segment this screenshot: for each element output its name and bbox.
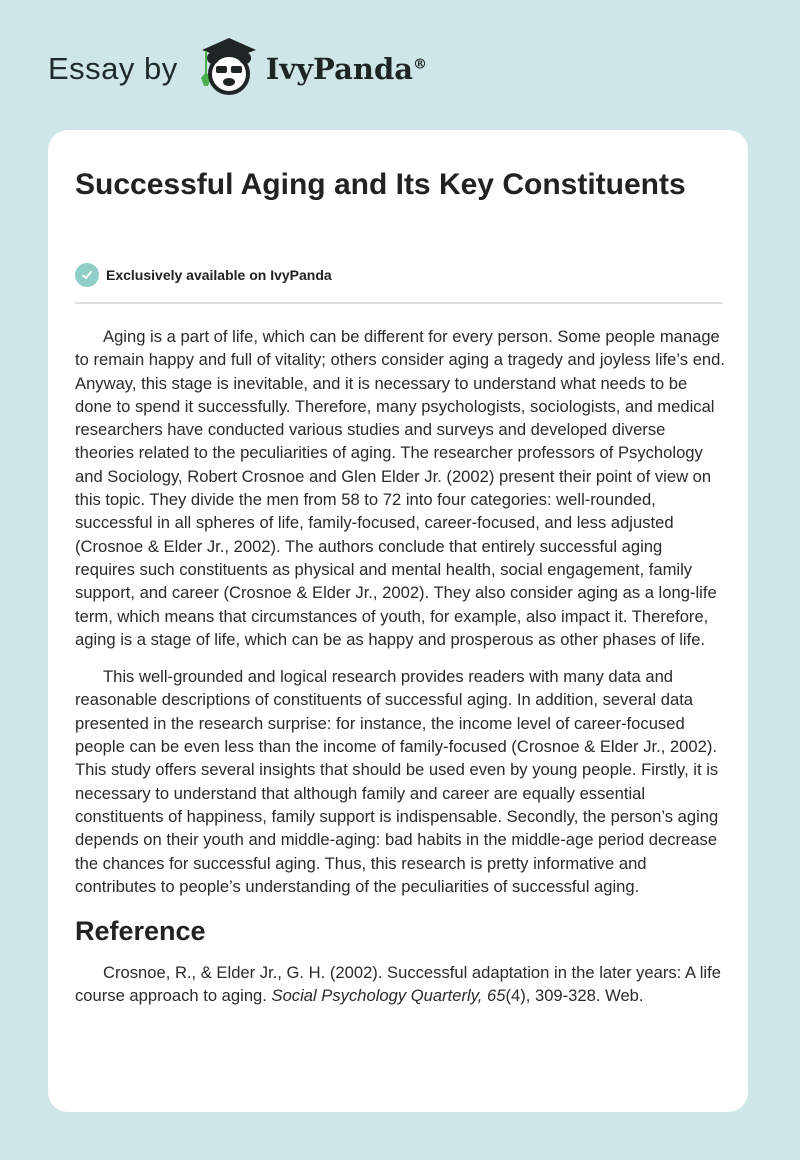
page-title: Successful Aging and Its Key Constituents [75,168,686,201]
essay-body [75,325,725,1022]
ivypanda-logo-icon[interactable] [198,36,260,103]
essay-by-label: Essay by [48,51,178,86]
reference-text-end: (4), 309-328. Web. [505,986,644,1006]
reference-text: Crosnoe, R., & Elder Jr., G. H. (2002). Successful adaptation in the later years: A life course approach to aging. [75,963,721,1006]
reference-journal: Social Psychology Quarterly, 65 [271,986,506,1006]
check-icon [75,263,99,287]
reference-entry [75,961,725,1008]
divider [75,302,723,304]
registered-mark: ® [413,56,428,73]
site-header [48,34,427,104]
badge-text: Exclusively available on IvyPanda [106,267,332,283]
essay-card [48,130,748,1112]
brand-text: IvyPanda [265,52,414,86]
reference-heading: Reference [75,916,206,947]
brand-name[interactable] [266,52,427,86]
paragraph: Aging is a part of life, which can be different for every person. Some people manage to remain happy and full of vitality; others consider aging a tragedy and joyless life’s end. Anyway, this stage is inevitable, and it is necessary to understand what needs to be done to spend it successfully. Therefore, many psychologists, sociologists, and medical researchers have conducted various studies and surveys and developed diverse theories related to the peculiarities of aging. The researcher professors of Psychology and Sociology, Robert Crosnoe and Glen Elder Jr. (2002) present their point of view on this topic. They divide the men from 58 to 72 into four categories: well-rounded, successful in all spheres of life, family-focused, career-focused, and less adjusted (Crosnoe & Elder Jr., 2002). The authors conclude that entirely successful aging requires such constituents as physical and mental health, social engagement, family support, and career (Crosnoe & Elder Jr., 2002). They also consider aging as a long-life term, which means that circumstances of youth, for example, also impact it. Therefore, aging is a stage of life, which can be as happy and prosperous as other phases of life. [75,327,725,649]
exclusive-badge [75,263,332,287]
paragraph: This well-grounded and logical research provides readers with many data and reasonable descriptions of constituents of successful aging. In addition, several data presented in the research surprise: for instance, the income level of career-focused people can be even less than the income of family-focused (Crosnoe & Elder Jr., 2002). This study offers several insights that should be used even by young people. Firstly, it is necessary to understand that although family and career are equally essential constituents of happiness, family support is indispensable. Secondly, the person’s aging depends on their youth and middle-aging: bad habits in the middle-age period decrease the chances for successful aging. Thus, this research is pretty informative and contributes to people’s understanding of the peculiarities of successful aging. [75,667,719,896]
